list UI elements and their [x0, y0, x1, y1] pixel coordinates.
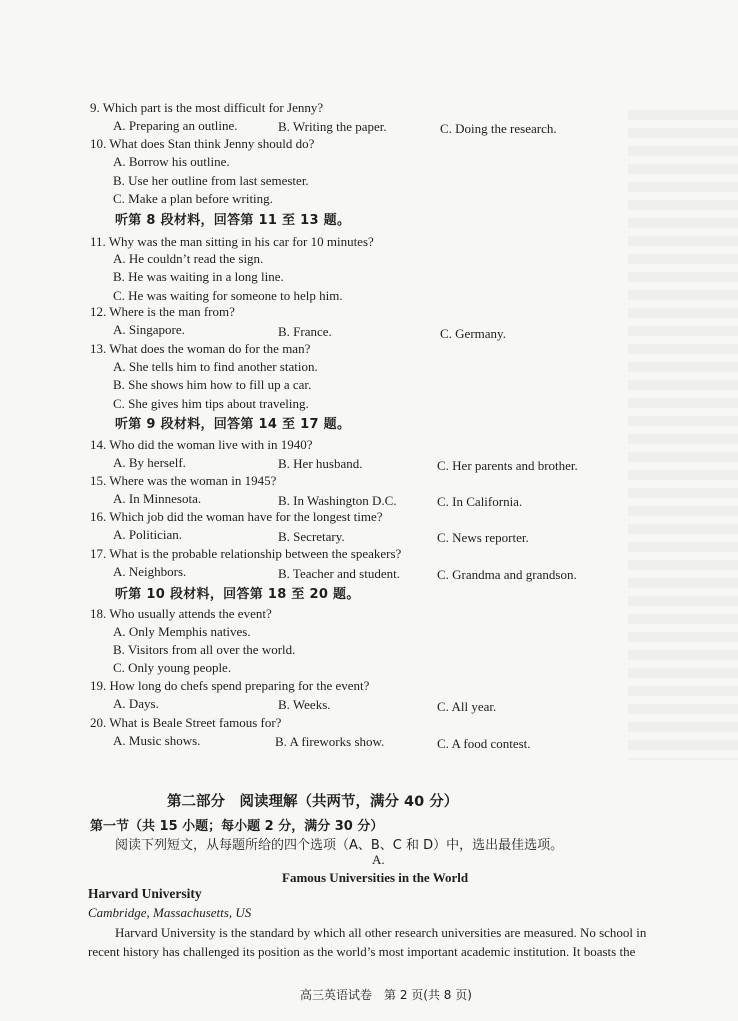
- question-11-option-a: A. He couldn’t read the sign.: [113, 251, 264, 266]
- question-18-stem: 18. Who usually attends the event?: [90, 606, 272, 621]
- question-12-option-a: A. Singapore.: [113, 322, 185, 337]
- question-16-option-b: B. Secretary.: [278, 529, 345, 544]
- question-19-option-c: C. All year.: [437, 699, 497, 714]
- question-14-stem: 14. Who did the woman live with in 1940?: [90, 437, 313, 452]
- question-14-option-b: B. Her husband.: [278, 456, 363, 471]
- question-12-stem: 12. Where is the man from?: [90, 304, 235, 319]
- university-name: Harvard University: [88, 886, 202, 901]
- bleed-through-text: [628, 110, 738, 760]
- question-15-option-a: A. In Minnesota.: [113, 491, 202, 506]
- question-9-option-c: C. Doing the research.: [440, 121, 557, 136]
- question-15-stem: 15. Where was the woman in 1945?: [90, 473, 277, 488]
- section-one-heading: 第一节（共 15 小题；每小题 2 分，满分 30 分）: [90, 819, 384, 834]
- question-19-stem: 19. How long do chefs spend preparing for the event?: [90, 678, 370, 693]
- question-18-option-a: A. Only Memphis natives.: [113, 624, 251, 639]
- passage-letter: A.: [372, 852, 385, 867]
- question-10-option-c: C. Make a plan before writing.: [113, 191, 273, 206]
- question-20-stem: 20. What is Beale Street famous for?: [90, 715, 282, 730]
- question-19-option-b: B. Weeks.: [278, 697, 331, 712]
- instruction-material-9: 听第 9 段材料，回答第 14 至 17 题。: [115, 417, 351, 432]
- question-17-option-a: A. Neighbors.: [113, 564, 187, 579]
- question-9-option-a: A. Preparing an outline.: [113, 118, 238, 133]
- question-18-option-b: B. Visitors from all over the world.: [113, 642, 296, 657]
- question-15-option-b: B. In Washington D.C.: [278, 493, 397, 508]
- reading-directions: 阅读下列短文，从每题所给的四个选项（A、B、C 和 D）中，选出最佳选项。: [115, 838, 564, 853]
- question-15-option-c: C. In California.: [437, 494, 523, 509]
- question-18-option-c: C. Only young people.: [113, 660, 232, 675]
- question-10-option-b: B. Use her outline from last semester.: [113, 173, 309, 188]
- question-16-option-a: A. Politician.: [113, 527, 182, 542]
- question-17-option-b: B. Teacher and student.: [278, 566, 400, 581]
- question-16-option-c: C. News reporter.: [437, 530, 529, 545]
- question-11-stem: 11. Why was the man sitting in his car for 10 minutes?: [90, 234, 374, 249]
- question-9-option-b: B. Writing the paper.: [278, 119, 387, 134]
- question-13-option-a: A. She tells him to find another station.: [113, 359, 318, 374]
- passage-title: Famous Universities in the World: [282, 870, 469, 885]
- part-two-title: 第二部分 阅读理解（共两节，满分 40 分）: [167, 794, 459, 810]
- paragraph-line-2: recent history has challenged its position as the world’s most important academic institution. It boasts the: [88, 944, 636, 959]
- question-11-option-c: C. He was waiting for someone to help him.: [113, 288, 343, 303]
- question-20-option-a: A. Music shows.: [113, 733, 201, 748]
- page-footer: 高三英语试卷 第 2 页(共 8 页): [300, 988, 472, 1002]
- question-13-stem: 13. What does the woman do for the man?: [90, 341, 311, 356]
- university-location: Cambridge, Massachusetts, US: [88, 905, 252, 920]
- question-20-option-b: B. A fireworks show.: [275, 734, 385, 749]
- question-16-stem: 16. Which job did the woman have for the longest time?: [90, 509, 383, 524]
- question-14-option-c: C. Her parents and brother.: [437, 458, 578, 473]
- question-13-option-c: C. She gives him tips about traveling.: [113, 396, 309, 411]
- question-10-option-a: A. Borrow his outline.: [113, 154, 230, 169]
- question-19-option-a: A. Days.: [113, 696, 159, 711]
- question-11-option-b: B. He was waiting in a long line.: [113, 269, 284, 284]
- question-17-stem: 17. What is the probable relationship between the speakers?: [90, 546, 402, 561]
- question-20-option-c: C. A food contest.: [437, 736, 531, 751]
- question-10-stem: 10. What does Stan think Jenny should do?: [90, 136, 315, 151]
- question-12-option-c: C. Germany.: [440, 326, 506, 341]
- instruction-material-10: 听第 10 段材料，回答第 18 至 20 题。: [115, 587, 360, 602]
- instruction-material-8: 听第 8 段材料，回答第 11 至 13 题。: [115, 213, 351, 228]
- question-17-option-c: C. Grandma and grandson.: [437, 567, 577, 582]
- question-9-stem: 9. Which part is the most difficult for Jenny?: [90, 100, 324, 115]
- question-12-option-b: B. France.: [278, 324, 332, 339]
- paragraph-line-1: Harvard University is the standard by which all other research universities are measured. No school in: [115, 925, 647, 940]
- question-13-option-b: B. She shows him how to fill up a car.: [113, 377, 312, 392]
- question-14-option-a: A. By herself.: [113, 455, 186, 470]
